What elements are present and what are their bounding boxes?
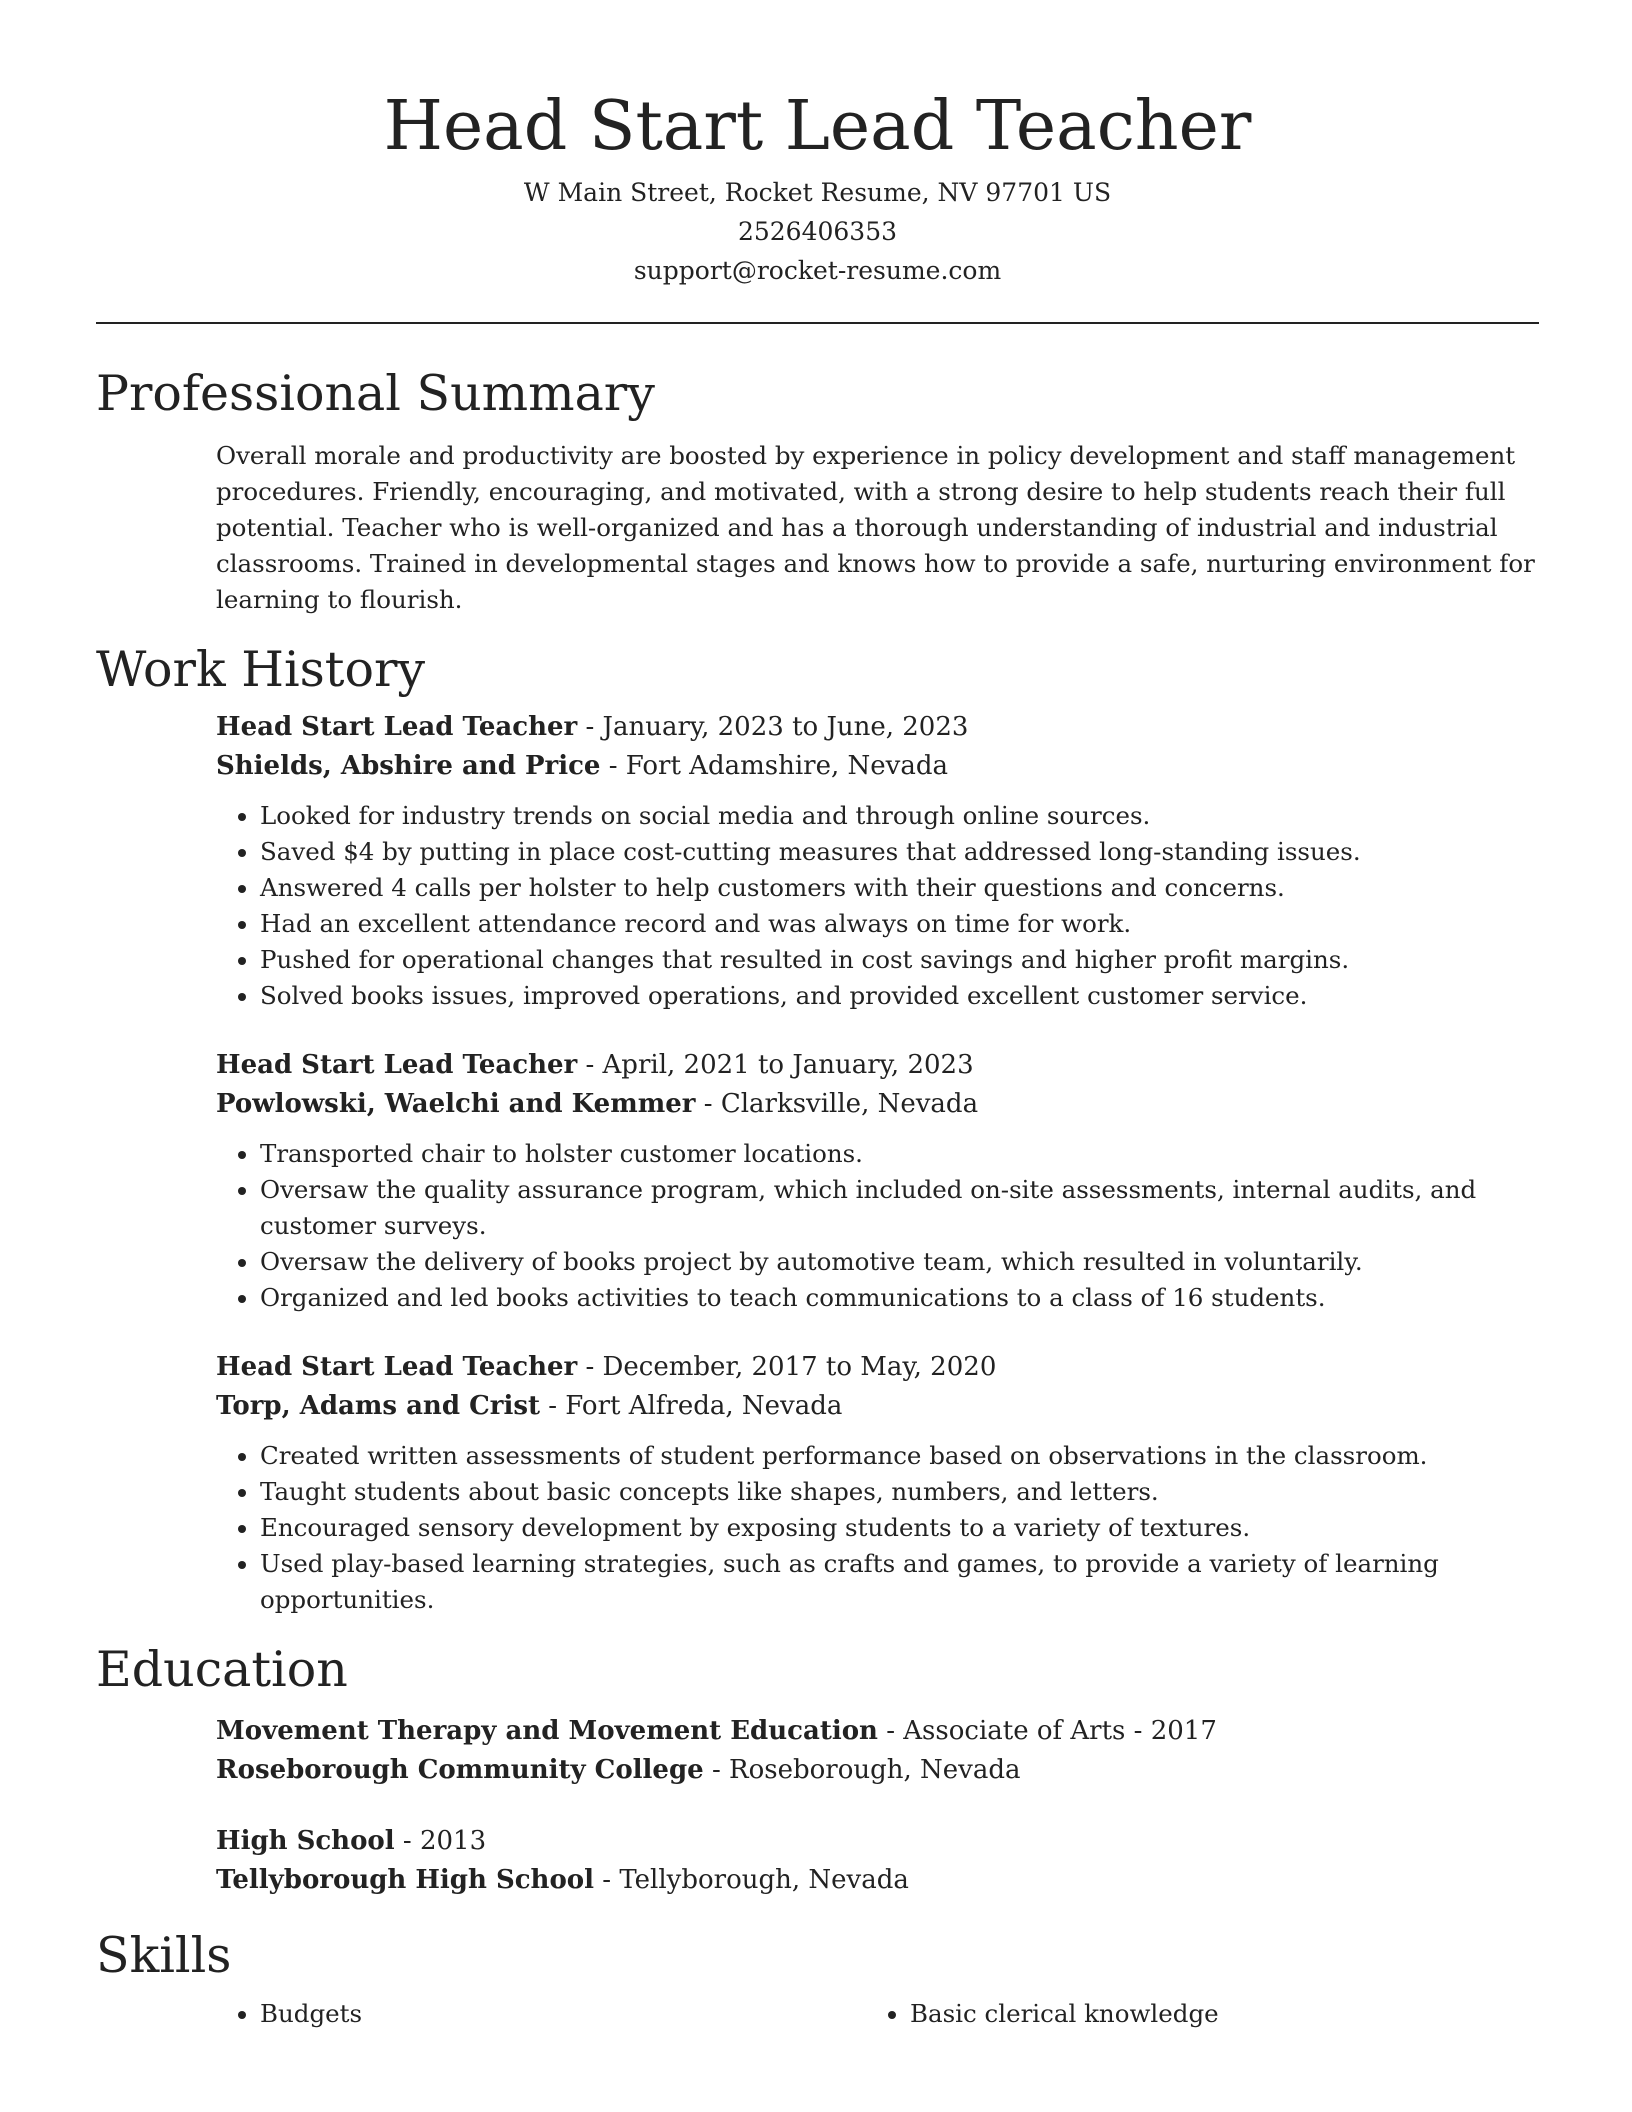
job-bullet: • Encouraged sensory development by exposing students to a variety of textures. [260,1510,1539,1546]
candidate-name: Head Start Lead Teacher [383,87,1252,166]
job-bullet: • Oversaw the quality assurance program, which included on-site assessments, internal audits, and customer surveys. [260,1172,1539,1244]
job-bullet: • Pushed for operational changes that resulted in cost savings and higher profit margins. [260,942,1539,978]
job-role: Head Start Lead Teacher [216,1050,578,1080]
job-employer [216,1085,1539,1124]
education-location: - Tellyborough, Nevada [594,1865,909,1895]
job-bullet: • Used play-based learning strategies, such as crafts and games, to provide a variety of learning opportunities. [260,1546,1539,1618]
job-dates: - December, 2017 to May, 2020 [577,1352,997,1382]
job-location: - Fort Adamshire, Nevada [600,751,948,781]
education-program: Movement Therapy and Movement Education [216,1716,878,1746]
job-employer [216,747,1539,786]
job-bullet: • Taught students about basic concepts like shapes, numbers, and letters. [260,1474,1539,1510]
education-school: Tellyborough High School [216,1865,595,1895]
education-details: - 2013 [394,1826,487,1856]
job-heading [216,1046,1539,1085]
skills-columns [230,1996,1539,2032]
job-company-name: Torp, Adams and Crist [216,1391,540,1421]
contact-block [96,173,1539,290]
job-bullets [216,1438,1539,1618]
summary-text: Overall morale and productivity are boosted by experience in policy development and staff management procedures. Friendly, encouraging, and motivated, with a strong desire to help students reach their full potential. Teacher who is well-organized and has a thorough understanding of industrial and industrial classrooms. Trained in developmental stages and knows how to provide a safe, nurturing environment for learning to flourish. [216,441,1535,614]
job-company-name: Powlowski, Waelchi and Kemmer [216,1089,696,1119]
contact-phone: 2526406353 [737,217,898,246]
contact-email: support@rocket-resume.com [633,256,1002,285]
job-bullet: • Answered 4 calls per holster to help customers with their questions and concerns. [260,870,1539,906]
job-employer [216,1387,1539,1426]
job-location: - Clarksville, Nevada [695,1089,979,1119]
section-title-work: Work History [96,641,426,698]
resume-page [96,0,1539,2032]
job-heading [216,1348,1539,1387]
skill-item: • Basic clerical knowledge [910,1996,1530,2032]
contact-address: W Main Street, Rocket Resume, NV 97701 US [523,178,1112,207]
job-company-name: Shields, Abshire and Price [216,751,601,781]
job-bullet: • Saved $4 by putting in place cost-cutting measures that addressed long-standing issues. [260,834,1539,870]
job-bullet: • Solved books issues, improved operations, and provided excellent customer service. [260,978,1539,1014]
education-program: High School [216,1826,395,1856]
job-entry [216,1348,1539,1618]
job-bullet: • Had an excellent attendance record and was always on time for work. [260,906,1539,942]
education-details: - Associate of Arts - 2017 [877,1716,1217,1746]
job-entry [216,1046,1539,1316]
education-entry [216,1712,1539,1790]
job-dates: - April, 2021 to January, 2023 [577,1050,974,1080]
job-heading [216,708,1539,747]
skills-list-right [880,1996,1530,2032]
job-role: Head Start Lead Teacher [216,712,578,742]
education-school-line [216,1861,1539,1900]
job-entry [216,708,1539,1014]
section-title-summary: Professional Summary [96,365,655,422]
job-bullets [216,1136,1539,1316]
education-heading [216,1712,1539,1751]
job-bullet: • Organized and led books activities to teach communications to a class of 16 students. [260,1280,1539,1316]
section-title-education: Education [96,1641,348,1698]
job-role: Head Start Lead Teacher [216,1352,578,1382]
job-location: - Fort Alfreda, Nevada [539,1391,843,1421]
section-title-skills: Skills [96,1927,232,1984]
education-entry [216,1822,1539,1900]
job-bullet: • Created written assessments of student performance based on observations in the classroom. [260,1438,1539,1474]
skills-list-left [230,1996,880,2032]
education-school-line [216,1751,1539,1790]
job-bullets [216,798,1539,1014]
header-divider [96,322,1539,324]
job-bullet: • Transported chair to holster customer locations. [260,1136,1539,1172]
job-dates: - January, 2023 to June, 2023 [577,712,969,742]
education-location: - Roseborough, Nevada [703,1755,1021,1785]
education-heading [216,1822,1539,1861]
skill-item: • Budgets [260,1996,880,2032]
job-bullet: • Oversaw the delivery of books project by automotive team, which resulted in voluntarily. [260,1244,1539,1280]
education-school: Roseborough Community College [216,1755,704,1785]
job-bullet: • Looked for industry trends on social media and through online sources. [260,798,1539,834]
